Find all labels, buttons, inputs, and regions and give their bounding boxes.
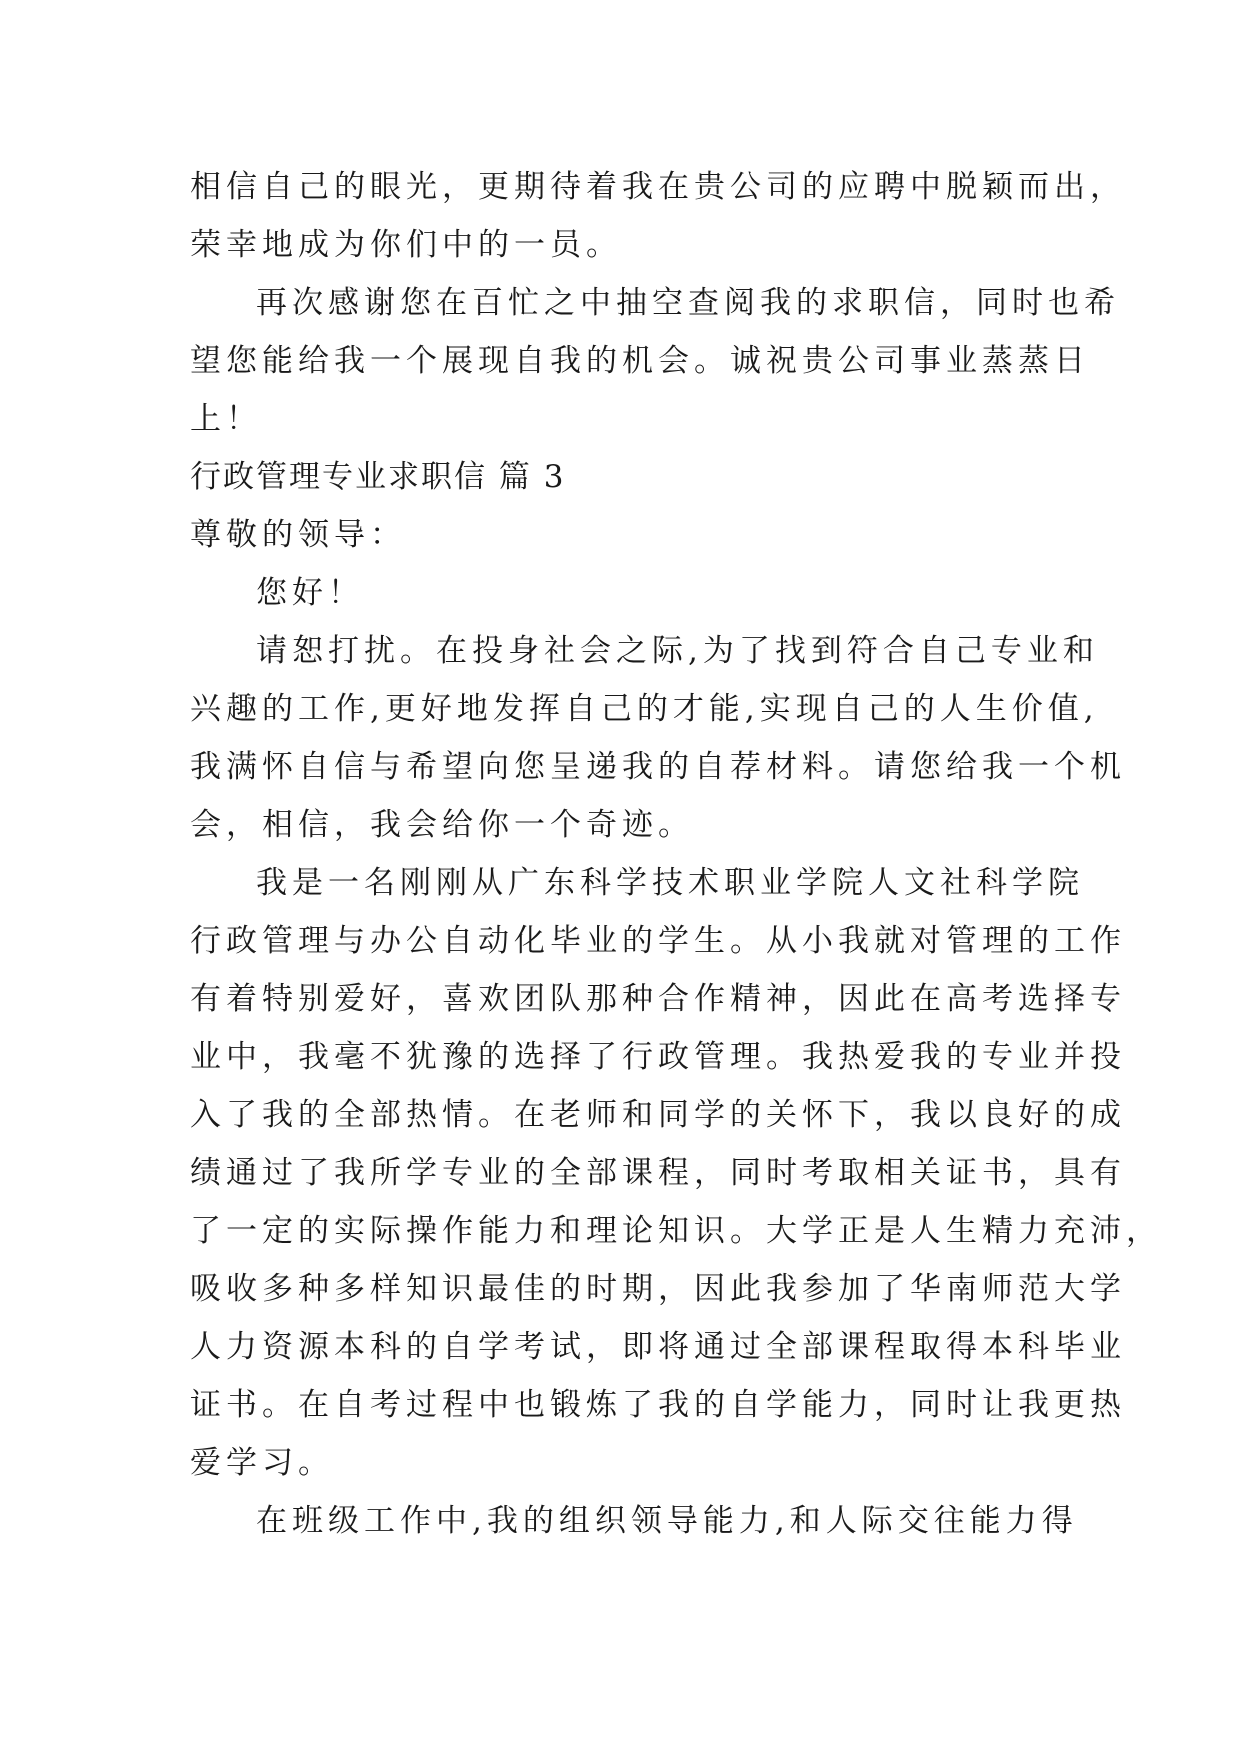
paragraph-line: 相信自己的眼光，更期待着我在贵公司的应聘中脱颖而出，	[190, 169, 1126, 205]
paragraph-line: 业中，我毫不犹豫的选择了行政管理。我热爱我的专业并投	[190, 1039, 1126, 1075]
salutation: 尊敬的领导：	[190, 517, 406, 553]
paragraph-line: 上！	[190, 401, 262, 437]
paragraph-line: 行政管理与办公自动化毕业的学生。从小我就对管理的工作	[190, 923, 1126, 959]
paragraph-line: 吸收多种多样知识最佳的时期，因此我参加了华南师范大学	[190, 1271, 1126, 1307]
paragraph-line: 荣幸地成为你们中的一员。	[190, 227, 622, 263]
paragraph-line: 会，相信，我会给你一个奇迹。	[190, 807, 694, 843]
paragraph-line: 人力资源本科的自学考试，即将通过全部课程取得本科毕业	[190, 1329, 1126, 1365]
section-heading: 行政管理专业求职信 篇 3	[190, 459, 566, 495]
paragraph-line: 再次感谢您在百忙之中抽空查阅我的求职信，同时也希	[256, 285, 1120, 321]
paragraph-line: 在班级工作中,我的组织领导能力,和人际交往能力得	[256, 1503, 1078, 1539]
document-body	[190, 158, 1162, 1550]
paragraph-line: 入了我的全部热情。在老师和同学的关怀下，我以良好的成	[190, 1097, 1126, 1133]
paragraph-line: 绩通过了我所学专业的全部课程，同时考取相关证书，具有	[190, 1155, 1126, 1191]
paragraph-line: 证书。在自考过程中也锻炼了我的自学能力，同时让我更热	[190, 1387, 1126, 1423]
paragraph-line: 我是一名刚刚从广东科学技术职业学院人文社科学院	[256, 865, 1084, 901]
paragraph-line: 爱学习。	[190, 1445, 334, 1481]
paragraph-line: 我满怀自信与希望向您呈递我的自荐材料。请您给我一个机	[190, 749, 1126, 785]
paragraph-line: 了一定的实际操作能力和理论知识。大学正是人生精力充沛，	[190, 1213, 1162, 1249]
paragraph-line: 兴趣的工作,更好地发挥自己的才能,实现自己的人生价值,	[190, 691, 1099, 727]
paragraph-line: 请恕打扰。在投身社会之际,为了找到符合自己专业和	[256, 633, 1099, 669]
paragraph-line: 有着特别爱好，喜欢团队那种合作精神，因此在高考选择专	[190, 981, 1126, 1017]
greeting: 您好！	[256, 575, 364, 611]
paragraph-line: 望您能给我一个展现自我的机会。诚祝贵公司事业蒸蒸日	[190, 343, 1090, 379]
